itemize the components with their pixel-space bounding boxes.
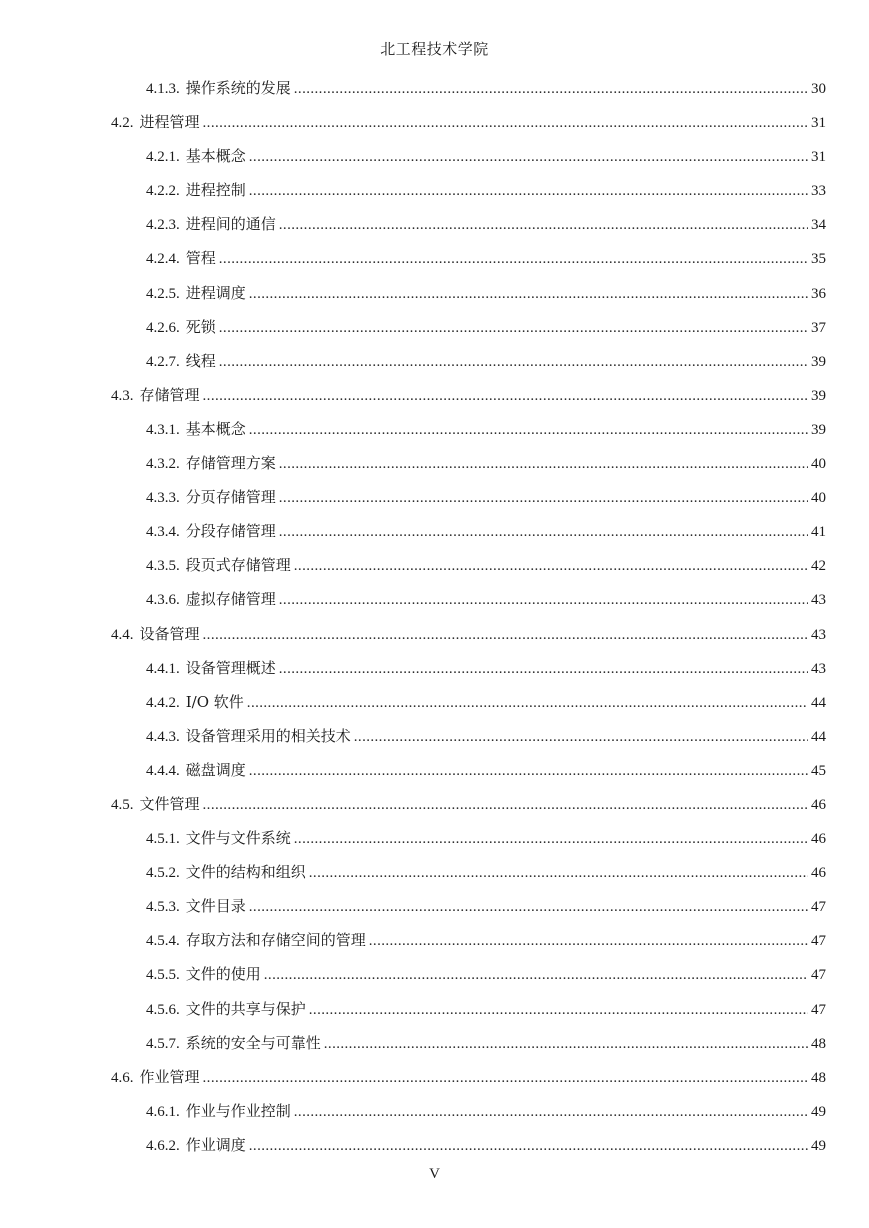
toc-entry[interactable] [0, 855, 869, 889]
toc-dot-leader [279, 515, 808, 549]
page-number-footer: V [429, 1166, 440, 1182]
toc-entry-title: 文件管理 [139, 794, 200, 813]
toc-entry-page: 44 [811, 728, 826, 745]
toc-entry[interactable] [0, 446, 869, 480]
toc-entry-number: 4.4.2. [146, 694, 180, 711]
toc-entry-number: 4.5.4. [146, 933, 180, 950]
toc-entry-title: 死锁 [185, 317, 216, 336]
toc-entry-number: 4.4. [111, 626, 134, 643]
toc-entry-page: 33 [811, 183, 826, 200]
toc-entry-page: 42 [811, 558, 826, 575]
toc-entry-number: 4.5.1. [146, 831, 180, 848]
toc-entry[interactable] [0, 1128, 869, 1162]
toc-entry-number: 4.3.1. [146, 421, 180, 438]
toc-entry-number: 4.3.6. [146, 592, 180, 609]
toc-entry-number: 4.3.4. [146, 524, 180, 541]
toc-dot-leader [249, 140, 808, 174]
toc-entry-number: 4.2.6. [146, 319, 180, 336]
toc-entry[interactable] [0, 310, 869, 344]
toc-dot-leader [294, 549, 808, 583]
toc-entry-number: 4.2.5. [146, 285, 180, 302]
toc-dot-leader [279, 583, 808, 617]
toc-entry-page: 46 [811, 865, 826, 882]
toc-dot-leader [247, 686, 808, 720]
toc-entry[interactable] [0, 514, 869, 548]
toc-dot-leader [249, 277, 808, 311]
toc-entry-title: 设备管理概述 [185, 658, 276, 677]
toc-entry[interactable] [0, 139, 869, 173]
toc-entry-number: 4.6.2. [146, 1137, 180, 1154]
toc-dot-leader [219, 345, 808, 379]
toc-dot-leader [249, 413, 808, 447]
toc-entry-title: 文件的共享与保护 [185, 999, 306, 1018]
toc-entry[interactable] [0, 1094, 869, 1128]
toc-entry-title: 磁盘调度 [185, 760, 246, 779]
toc-entry-page: 49 [811, 1103, 826, 1120]
toc-entry-page: 41 [811, 524, 826, 541]
page-header: 北工程技术学院 [380, 40, 489, 58]
toc-entry-page: 43 [811, 660, 826, 677]
toc-entry-page: 30 [811, 81, 826, 97]
toc-entry-title: I/O 软件 [185, 692, 244, 711]
toc-entry[interactable] [0, 1026, 869, 1060]
toc-entry-page: 48 [811, 1069, 826, 1086]
toc-dot-leader [354, 720, 808, 754]
toc-entry-title: 设备管理 [139, 624, 200, 643]
toc-entry-page: 39 [811, 387, 826, 404]
toc-entry-page: 49 [811, 1137, 826, 1154]
toc-entry[interactable] [0, 753, 869, 787]
toc-entry-page: 47 [811, 899, 826, 916]
toc-entry-number: 4.2. [111, 115, 134, 132]
toc-entry-number: 4.5.2. [146, 865, 180, 882]
toc-entry-number: 4.5.6. [146, 1001, 180, 1018]
toc-dot-leader [309, 856, 808, 890]
toc-dot-leader [203, 788, 808, 822]
toc-dot-leader [249, 890, 808, 924]
toc-dot-leader [219, 311, 808, 345]
toc-dot-leader [203, 618, 808, 652]
toc-entry-page: 40 [811, 490, 826, 507]
toc-dot-leader [294, 72, 808, 106]
toc-entry[interactable] [0, 378, 869, 412]
toc-entry-page: 45 [811, 762, 826, 779]
toc-dot-leader [249, 1129, 808, 1163]
toc-entry-title: 进程管理 [139, 113, 200, 132]
toc-entry[interactable] [0, 923, 869, 957]
toc-entry-page: 31 [811, 115, 826, 132]
toc-entry[interactable] [0, 276, 869, 310]
toc-dot-leader [249, 754, 808, 788]
toc-entry-number: 4.4.4. [146, 762, 180, 779]
toc-dot-leader [279, 481, 808, 515]
toc-entry-number: 4.3.3. [146, 490, 180, 507]
toc-dot-leader [264, 958, 808, 992]
toc-dot-leader [219, 242, 808, 276]
toc-entry-page: 48 [811, 1035, 826, 1052]
toc-entry-page: 47 [811, 933, 826, 950]
toc-dot-leader [203, 106, 808, 140]
toc-entry-title: 存储管理方案 [185, 454, 276, 473]
toc-entry-number: 4.1.3. [146, 81, 180, 97]
toc-entry-page: 35 [811, 251, 826, 268]
toc-entry[interactable] [0, 685, 869, 719]
toc-entry-number: 4.2.2. [146, 183, 180, 200]
toc-entry-title: 文件目录 [185, 897, 246, 916]
toc-entry-number: 4.3.2. [146, 456, 180, 473]
toc-entry-title: 系统的安全与可靠性 [185, 1033, 321, 1052]
toc-entry-page: 39 [811, 353, 826, 370]
toc-entry-page: 39 [811, 421, 826, 438]
toc-entry[interactable] [0, 241, 869, 275]
toc-entry[interactable] [0, 719, 869, 753]
toc-entry-number: 4.4.3. [146, 728, 180, 745]
toc-entry-title: 文件的结构和组织 [185, 863, 306, 882]
toc-entry-title: 基本概念 [185, 419, 246, 438]
toc-entry-title: 作业调度 [185, 1135, 246, 1154]
toc-entry-page: 43 [811, 592, 826, 609]
toc-entry[interactable] [0, 787, 869, 821]
toc-dot-leader [309, 993, 808, 1027]
toc-dot-leader [279, 208, 808, 242]
toc-entry[interactable] [0, 582, 869, 616]
toc-entry[interactable] [0, 207, 869, 241]
toc-entry-number: 4.2.7. [146, 353, 180, 370]
toc-entry-title: 管程 [185, 249, 216, 268]
toc-dot-leader [249, 174, 808, 208]
toc-entry[interactable] [0, 173, 869, 207]
toc-entry-title: 文件与文件系统 [185, 829, 291, 848]
toc-entry-page: 34 [811, 217, 826, 234]
toc-entry[interactable] [0, 617, 869, 651]
toc-entry-title: 进程间的通信 [185, 215, 276, 234]
toc-entry-page: 40 [811, 456, 826, 473]
toc-entry-title: 作业管理 [139, 1067, 200, 1086]
toc-dot-leader [279, 447, 808, 481]
toc-entry-number: 4.3.5. [146, 558, 180, 575]
toc-entry-number: 4.5.7. [146, 1035, 180, 1052]
toc-entry[interactable] [0, 548, 869, 582]
toc-entry-title: 段页式存储管理 [185, 556, 291, 575]
table-of-contents [0, 71, 869, 1162]
toc-entry-page: 47 [811, 967, 826, 984]
toc-entry-number: 4.6. [111, 1069, 134, 1086]
toc-entry-title: 进程调度 [185, 283, 246, 302]
toc-entry-title: 设备管理采用的相关技术 [185, 726, 351, 745]
toc-entry-page: 46 [811, 831, 826, 848]
toc-entry-number: 4.3. [111, 387, 134, 404]
toc-dot-leader [369, 924, 808, 958]
toc-entry[interactable] [0, 105, 869, 139]
toc-entry-title: 分段存储管理 [185, 522, 276, 541]
toc-entry[interactable] [0, 889, 869, 923]
toc-entry-number: 4.2.3. [146, 217, 180, 234]
toc-entry-page: 46 [811, 796, 826, 813]
toc-entry-title: 线程 [185, 351, 216, 370]
toc-entry[interactable] [0, 992, 869, 1026]
toc-entry-page: 31 [811, 149, 826, 166]
toc-entry-title: 操作系统的发展 [185, 79, 291, 97]
toc-entry-number: 4.6.1. [146, 1103, 180, 1120]
toc-entry-title: 分页存储管理 [185, 488, 276, 507]
toc-entry-number: 4.4.1. [146, 660, 180, 677]
toc-entry[interactable] [0, 344, 869, 378]
toc-entry-page: 37 [811, 319, 826, 336]
toc-entry-title: 虚拟存储管理 [185, 590, 276, 609]
toc-entry-title: 文件的使用 [185, 965, 261, 984]
toc-entry-number: 4.5.5. [146, 967, 180, 984]
toc-entry-title: 作业与作业控制 [185, 1101, 291, 1120]
toc-entry-title: 进程控制 [185, 181, 246, 200]
toc-dot-leader [294, 822, 808, 856]
toc-dot-leader [324, 1027, 808, 1061]
toc-entry-number: 4.2.4. [146, 251, 180, 268]
toc-entry[interactable] [0, 651, 869, 685]
toc-entry[interactable] [0, 480, 869, 514]
toc-dot-leader [203, 1061, 808, 1095]
toc-entry-title: 基本概念 [185, 147, 246, 166]
toc-entry-title: 存储管理 [139, 385, 200, 404]
toc-entry-number: 4.2.1. [146, 149, 180, 166]
toc-dot-leader [294, 1095, 808, 1129]
toc-entry[interactable] [0, 1060, 869, 1094]
toc-entry[interactable] [0, 71, 869, 105]
toc-entry[interactable] [0, 821, 869, 855]
toc-entry-page: 47 [811, 1001, 826, 1018]
toc-entry-number: 4.5.3. [146, 899, 180, 916]
toc-entry[interactable] [0, 412, 869, 446]
toc-entry-page: 44 [811, 694, 826, 711]
toc-entry-title: 存取方法和存储空间的管理 [185, 931, 366, 950]
toc-entry-page: 43 [811, 626, 826, 643]
toc-dot-leader [279, 652, 808, 686]
toc-entry[interactable] [0, 957, 869, 991]
toc-entry-page: 36 [811, 285, 826, 302]
toc-dot-leader [203, 379, 808, 413]
toc-entry-number: 4.5. [111, 796, 134, 813]
